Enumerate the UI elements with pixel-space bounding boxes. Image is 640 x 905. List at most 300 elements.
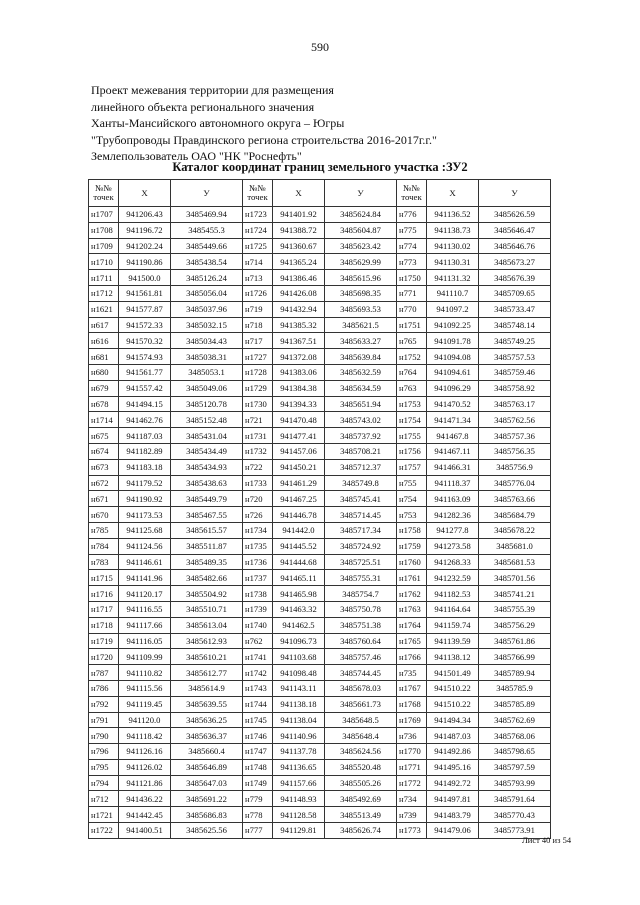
y-coordinate-cell: 3485632.59 [325, 364, 397, 380]
y-coordinate-cell: 3485717.34 [325, 522, 397, 538]
point-number-cell: н1754 [397, 412, 427, 428]
x-coordinate-cell: 941182.53 [427, 586, 479, 602]
table-row [89, 301, 551, 317]
x-coordinate-cell: 941130.31 [427, 254, 479, 270]
y-coordinate-cell: 3485646.89 [171, 759, 243, 775]
x-coordinate-cell: 941477.41 [273, 428, 325, 444]
point-number-cell: н774 [397, 238, 427, 254]
y-coordinate-cell: 3485755.39 [479, 601, 551, 617]
x-coordinate-cell: 941098.48 [273, 665, 325, 681]
y-coordinate-cell: 3485763.66 [479, 491, 551, 507]
point-number-cell: н1723 [243, 207, 273, 223]
y-coordinate-cell: 3485120.78 [171, 396, 243, 412]
x-coordinate-cell: 941148.93 [273, 791, 325, 807]
y-coordinate-cell: 3485623.42 [325, 238, 397, 254]
point-number-cell: н675 [89, 428, 119, 444]
point-number-cell: н1742 [243, 665, 273, 681]
header-line-4: "Трубопроводы Правдинского региона строительства 2016-2017г.г." [91, 132, 437, 147]
point-number-cell: н673 [89, 459, 119, 475]
point-number-cell: н1737 [243, 570, 273, 586]
y-coordinate-cell: 3485678.03 [325, 680, 397, 696]
y-coordinate-cell: 3485455.3 [171, 222, 243, 238]
y-coordinate-cell: 3485755.31 [325, 570, 397, 586]
x-coordinate-cell: 941138.04 [273, 712, 325, 728]
y-coordinate-cell: 3485714.45 [325, 507, 397, 523]
table-row [89, 744, 551, 760]
table-row [89, 507, 551, 523]
table-row [89, 538, 551, 554]
y-coordinate-cell: 3485741.21 [479, 586, 551, 602]
x-coordinate-cell: 941136.52 [427, 207, 479, 223]
point-number-cell: н1759 [397, 538, 427, 554]
point-number-cell: н1752 [397, 349, 427, 365]
header-line-1: Проект межевания территории для размещения [91, 83, 334, 97]
point-number-cell: н735 [397, 665, 427, 681]
y-coordinate-cell: 3485624.84 [325, 207, 397, 223]
point-number-cell: н778 [243, 807, 273, 823]
y-coordinate-cell: 3485053.1 [171, 364, 243, 380]
y-coordinate-cell: 3485756.35 [479, 443, 551, 459]
point-number-cell: н1745 [243, 712, 273, 728]
table-row [89, 680, 551, 696]
x-coordinate-cell: 941467.25 [273, 491, 325, 507]
point-number-cell: н1729 [243, 380, 273, 396]
point-number-cell: н794 [89, 775, 119, 791]
point-number-cell: н765 [397, 333, 427, 349]
y-coordinate-cell: 3485756.29 [479, 617, 551, 633]
y-coordinate-cell: 3485798.65 [479, 744, 551, 760]
point-number-cell: н763 [397, 380, 427, 396]
x-coordinate-cell: 941574.93 [119, 349, 171, 365]
table-row [89, 807, 551, 823]
point-number-cell: н617 [89, 317, 119, 333]
x-coordinate-cell: 941094.61 [427, 364, 479, 380]
x-coordinate-cell: 941492.86 [427, 744, 479, 760]
point-number-cell: н1621 [89, 301, 119, 317]
point-number-cell: н1753 [397, 396, 427, 412]
x-coordinate-cell: 941466.31 [427, 459, 479, 475]
x-coordinate-cell: 941467.11 [427, 443, 479, 459]
point-number-cell: н1757 [397, 459, 427, 475]
point-number-cell: н1716 [89, 586, 119, 602]
x-coordinate-cell: 941501.49 [427, 665, 479, 681]
y-coordinate-cell: 3485049.06 [171, 380, 243, 396]
point-number-cell: н674 [89, 443, 119, 459]
y-coordinate-cell: 3485759.46 [479, 364, 551, 380]
y-coordinate-cell: 3485724.92 [325, 538, 397, 554]
y-coordinate-cell: 3485763.17 [479, 396, 551, 412]
point-number-cell: н1710 [89, 254, 119, 270]
y-coordinate-cell: 3485691.22 [171, 791, 243, 807]
point-number-cell: н1743 [243, 680, 273, 696]
x-coordinate-cell: 941115.56 [119, 680, 171, 696]
x-coordinate-cell: 941139.59 [427, 633, 479, 649]
y-coordinate-cell: 3485492.69 [325, 791, 397, 807]
x-coordinate-cell: 941232.59 [427, 570, 479, 586]
y-coordinate-cell: 3485449.79 [171, 491, 243, 507]
x-coordinate-cell: 941116.55 [119, 601, 171, 617]
point-number-cell: н785 [89, 522, 119, 538]
point-number-cell: н762 [243, 633, 273, 649]
point-number-cell: н787 [89, 665, 119, 681]
header-line-5: Землепользователь ОАО "НК "Роснефть" [91, 149, 302, 163]
x-coordinate-cell: 941446.78 [273, 507, 325, 523]
y-coordinate-cell: 3485750.78 [325, 601, 397, 617]
x-coordinate-cell: 941157.66 [273, 775, 325, 791]
y-coordinate-cell: 3485757.53 [479, 349, 551, 365]
point-number-cell: н681 [89, 349, 119, 365]
y-coordinate-cell: 3485520.48 [325, 759, 397, 775]
point-number-cell: н755 [397, 475, 427, 491]
y-coordinate-cell: 3485651.94 [325, 396, 397, 412]
point-number-cell: н792 [89, 696, 119, 712]
header-y: У [325, 180, 397, 207]
table-row [89, 254, 551, 270]
x-coordinate-cell: 941173.53 [119, 507, 171, 523]
point-number-cell: н1735 [243, 538, 273, 554]
x-coordinate-cell: 941572.33 [119, 317, 171, 333]
table-row [89, 665, 551, 681]
table-row [89, 554, 551, 570]
x-coordinate-cell: 941483.79 [427, 807, 479, 823]
y-coordinate-cell: 3485701.56 [479, 570, 551, 586]
table-row [89, 586, 551, 602]
x-coordinate-cell: 941094.08 [427, 349, 479, 365]
y-coordinate-cell: 3485636.25 [171, 712, 243, 728]
point-number-cell: н1717 [89, 601, 119, 617]
y-coordinate-cell: 3485744.45 [325, 665, 397, 681]
point-number-cell: н1771 [397, 759, 427, 775]
x-coordinate-cell: 941138.73 [427, 222, 479, 238]
y-coordinate-cell: 3485797.59 [479, 759, 551, 775]
x-coordinate-cell: 941129.81 [273, 823, 325, 839]
x-coordinate-cell: 941190.92 [119, 491, 171, 507]
x-coordinate-cell: 941471.34 [427, 412, 479, 428]
point-number-cell: н713 [243, 270, 273, 286]
y-coordinate-cell: 3485748.14 [479, 317, 551, 333]
y-coordinate-cell: 3485676.39 [479, 270, 551, 286]
x-coordinate-cell: 941120.0 [119, 712, 171, 728]
y-coordinate-cell: 3485709.65 [479, 285, 551, 301]
x-coordinate-cell: 941092.25 [427, 317, 479, 333]
header-x: X [273, 180, 325, 207]
table-row [89, 633, 551, 649]
x-coordinate-cell: 941110.7 [427, 285, 479, 301]
y-coordinate-cell: 3485698.35 [325, 285, 397, 301]
x-coordinate-cell: 941365.24 [273, 254, 325, 270]
y-coordinate-cell: 3485737.92 [325, 428, 397, 444]
x-coordinate-cell: 941110.82 [119, 665, 171, 681]
point-number-cell: н776 [397, 207, 427, 223]
y-coordinate-cell: 3485152.48 [171, 412, 243, 428]
x-coordinate-cell: 941401.92 [273, 207, 325, 223]
y-coordinate-cell: 3485612.93 [171, 633, 243, 649]
y-coordinate-cell: 3485610.21 [171, 649, 243, 665]
point-number-cell: н784 [89, 538, 119, 554]
y-coordinate-cell: 3485785.9 [479, 680, 551, 696]
y-coordinate-cell: 3485431.04 [171, 428, 243, 444]
point-number-cell: н770 [397, 301, 427, 317]
x-coordinate-cell: 941119.45 [119, 696, 171, 712]
y-coordinate-cell: 3485749.25 [479, 333, 551, 349]
table-row [89, 617, 551, 633]
x-coordinate-cell: 941577.87 [119, 301, 171, 317]
x-coordinate-cell: 941277.8 [427, 522, 479, 538]
x-coordinate-cell: 941121.86 [119, 775, 171, 791]
y-coordinate-cell: 3485681.53 [479, 554, 551, 570]
y-coordinate-cell: 3485633.27 [325, 333, 397, 349]
y-coordinate-cell: 3485467.55 [171, 507, 243, 523]
point-number-cell: н773 [397, 254, 427, 270]
point-number-cell: н753 [397, 507, 427, 523]
header-line-2: линейного объекта регионального значения [91, 99, 315, 114]
x-coordinate-cell: 941163.09 [427, 491, 479, 507]
y-coordinate-cell: 3485438.54 [171, 254, 243, 270]
point-number-cell: н775 [397, 222, 427, 238]
point-number-cell: н795 [89, 759, 119, 775]
x-coordinate-cell: 941130.02 [427, 238, 479, 254]
x-coordinate-cell: 941118.37 [427, 475, 479, 491]
x-coordinate-cell: 941372.08 [273, 349, 325, 365]
table-row [89, 712, 551, 728]
table-body [89, 207, 551, 839]
x-coordinate-cell: 941432.94 [273, 301, 325, 317]
point-number-cell: н1727 [243, 349, 273, 365]
y-coordinate-cell: 3485614.9 [171, 680, 243, 696]
x-coordinate-cell: 941385.32 [273, 317, 325, 333]
x-coordinate-cell: 941125.68 [119, 522, 171, 538]
point-number-cell: н1751 [397, 317, 427, 333]
y-coordinate-cell: 3485505.26 [325, 775, 397, 791]
x-coordinate-cell: 941273.58 [427, 538, 479, 554]
table-row [89, 412, 551, 428]
y-coordinate-cell: 3485434.93 [171, 459, 243, 475]
y-coordinate-cell: 3485636.37 [171, 728, 243, 744]
x-coordinate-cell: 941388.72 [273, 222, 325, 238]
x-coordinate-cell: 941426.08 [273, 285, 325, 301]
point-number-cell: н1760 [397, 554, 427, 570]
point-number-cell: н1758 [397, 522, 427, 538]
y-coordinate-cell: 3485754.7 [325, 586, 397, 602]
point-number-cell: н671 [89, 491, 119, 507]
point-number-cell: н1746 [243, 728, 273, 744]
y-coordinate-cell: 3485768.06 [479, 728, 551, 744]
x-coordinate-cell: 941561.77 [119, 364, 171, 380]
x-coordinate-cell: 941442.0 [273, 522, 325, 538]
y-coordinate-cell: 3485639.55 [171, 696, 243, 712]
x-coordinate-cell: 941103.68 [273, 649, 325, 665]
point-number-cell: н1725 [243, 238, 273, 254]
point-number-cell: н1714 [89, 412, 119, 428]
table-row [89, 238, 551, 254]
table-row [89, 349, 551, 365]
point-number-cell: н1750 [397, 270, 427, 286]
x-coordinate-cell: 941146.61 [119, 554, 171, 570]
x-coordinate-cell: 941091.78 [427, 333, 479, 349]
y-coordinate-cell: 3485762.56 [479, 412, 551, 428]
point-number-cell: н1748 [243, 759, 273, 775]
point-number-cell: н1721 [89, 807, 119, 823]
point-number-cell: н1730 [243, 396, 273, 412]
y-coordinate-cell: 3485032.15 [171, 317, 243, 333]
point-number-cell: н1744 [243, 696, 273, 712]
x-coordinate-cell: 941492.72 [427, 775, 479, 791]
y-coordinate-cell: 3485648.5 [325, 712, 397, 728]
y-coordinate-cell: 3485776.04 [479, 475, 551, 491]
x-coordinate-cell: 941141.96 [119, 570, 171, 586]
point-number-cell: н721 [243, 412, 273, 428]
x-coordinate-cell: 941497.81 [427, 791, 479, 807]
y-coordinate-cell: 3485725.51 [325, 554, 397, 570]
point-number-cell: н1764 [397, 617, 427, 633]
table-row [89, 728, 551, 744]
y-coordinate-cell: 3485034.43 [171, 333, 243, 349]
x-coordinate-cell: 941136.65 [273, 759, 325, 775]
point-number-cell: н680 [89, 364, 119, 380]
y-coordinate-cell: 3485469.94 [171, 207, 243, 223]
x-coordinate-cell: 941444.68 [273, 554, 325, 570]
x-coordinate-cell: 941386.46 [273, 270, 325, 286]
x-coordinate-cell: 941442.45 [119, 807, 171, 823]
point-number-cell: н678 [89, 396, 119, 412]
x-coordinate-cell: 941494.34 [427, 712, 479, 728]
y-coordinate-cell: 3485504.92 [171, 586, 243, 602]
point-number-cell: н783 [89, 554, 119, 570]
table-row [89, 459, 551, 475]
table-row [89, 791, 551, 807]
point-number-cell: н670 [89, 507, 119, 523]
table-row [89, 428, 551, 444]
x-coordinate-cell: 941383.06 [273, 364, 325, 380]
y-coordinate-cell: 3485613.04 [171, 617, 243, 633]
x-coordinate-cell: 941140.96 [273, 728, 325, 744]
x-coordinate-cell: 941495.16 [427, 759, 479, 775]
point-number-cell: н1720 [89, 649, 119, 665]
x-coordinate-cell: 941384.38 [273, 380, 325, 396]
x-coordinate-cell: 941116.05 [119, 633, 171, 649]
y-coordinate-cell: 3485789.94 [479, 665, 551, 681]
x-coordinate-cell: 941360.67 [273, 238, 325, 254]
point-number-cell: н1726 [243, 285, 273, 301]
point-number-cell: н1772 [397, 775, 427, 791]
x-coordinate-cell: 941510.22 [427, 696, 479, 712]
y-coordinate-cell: 3485673.27 [479, 254, 551, 270]
x-coordinate-cell: 941467.8 [427, 428, 479, 444]
point-number-cell: н1767 [397, 680, 427, 696]
x-coordinate-cell: 941457.06 [273, 443, 325, 459]
y-coordinate-cell: 3485693.53 [325, 301, 397, 317]
y-coordinate-cell: 3485646.47 [479, 222, 551, 238]
y-coordinate-cell: 3485624.56 [325, 744, 397, 760]
table-row [89, 333, 551, 349]
x-coordinate-cell: 941183.18 [119, 459, 171, 475]
point-number-cell: н1739 [243, 601, 273, 617]
point-number-cell: н720 [243, 491, 273, 507]
table-row [89, 759, 551, 775]
y-coordinate-cell: 3485513.49 [325, 807, 397, 823]
table-row [89, 649, 551, 665]
point-number-cell: н672 [89, 475, 119, 491]
point-number-cell: н718 [243, 317, 273, 333]
x-coordinate-cell: 941479.06 [427, 823, 479, 839]
table-row [89, 775, 551, 791]
table-row [89, 364, 551, 380]
table-row [89, 475, 551, 491]
x-coordinate-cell: 941124.56 [119, 538, 171, 554]
point-number-cell: н714 [243, 254, 273, 270]
table-row [89, 317, 551, 333]
x-coordinate-cell: 941436.22 [119, 791, 171, 807]
y-coordinate-cell: 3485639.84 [325, 349, 397, 365]
y-coordinate-cell: 3485749.8 [325, 475, 397, 491]
catalog-title: Каталог координат границ земельного участка :ЗУ2 [172, 160, 468, 174]
point-number-cell: н786 [89, 680, 119, 696]
x-coordinate-cell: 941394.33 [273, 396, 325, 412]
header-point-number: №№ точек [243, 180, 273, 207]
x-coordinate-cell: 941487.03 [427, 728, 479, 744]
y-coordinate-cell: 3485758.92 [479, 380, 551, 396]
y-coordinate-cell: 3485037.96 [171, 301, 243, 317]
x-coordinate-cell: 941445.52 [273, 538, 325, 554]
x-coordinate-cell: 941463.32 [273, 601, 325, 617]
point-number-cell: н717 [243, 333, 273, 349]
x-coordinate-cell: 941137.78 [273, 744, 325, 760]
point-number-cell: н726 [243, 507, 273, 523]
table-header-row [89, 180, 551, 207]
y-coordinate-cell: 3485785.89 [479, 696, 551, 712]
point-number-cell: н1712 [89, 285, 119, 301]
x-coordinate-cell: 941096.29 [427, 380, 479, 396]
header-y: У [171, 180, 243, 207]
document-header [91, 82, 437, 165]
y-coordinate-cell: 3485708.21 [325, 443, 397, 459]
y-coordinate-cell: 3485751.38 [325, 617, 397, 633]
y-coordinate-cell: 3485615.96 [325, 270, 397, 286]
x-coordinate-cell: 941138.18 [273, 696, 325, 712]
y-coordinate-cell: 3485647.03 [171, 775, 243, 791]
y-coordinate-cell: 3485648.4 [325, 728, 397, 744]
point-number-cell: н1708 [89, 222, 119, 238]
x-coordinate-cell: 941510.22 [427, 680, 479, 696]
x-coordinate-cell: 941561.81 [119, 285, 171, 301]
point-number-cell: н679 [89, 380, 119, 396]
point-number-cell: н1722 [89, 823, 119, 839]
y-coordinate-cell: 3485770.43 [479, 807, 551, 823]
point-number-cell: н1763 [397, 601, 427, 617]
x-coordinate-cell: 941117.66 [119, 617, 171, 633]
table-row [89, 601, 551, 617]
x-coordinate-cell: 941461.29 [273, 475, 325, 491]
x-coordinate-cell: 941164.64 [427, 601, 479, 617]
point-number-cell: н1733 [243, 475, 273, 491]
y-coordinate-cell: 3485434.49 [171, 443, 243, 459]
x-coordinate-cell: 941187.03 [119, 428, 171, 444]
table-row [89, 823, 551, 839]
x-coordinate-cell: 941367.51 [273, 333, 325, 349]
page-number: 590 [311, 40, 329, 54]
y-coordinate-cell: 3485681.0 [479, 538, 551, 554]
header-y: У [479, 180, 551, 207]
y-coordinate-cell: 3485625.56 [171, 823, 243, 839]
point-number-cell: н1736 [243, 554, 273, 570]
point-number-cell: н779 [243, 791, 273, 807]
point-number-cell: н1749 [243, 775, 273, 791]
y-coordinate-cell: 3485678.22 [479, 522, 551, 538]
x-coordinate-cell: 941179.52 [119, 475, 171, 491]
y-coordinate-cell: 3485773.91 [479, 823, 551, 839]
y-coordinate-cell: 3485766.99 [479, 649, 551, 665]
point-number-cell: н736 [397, 728, 427, 744]
